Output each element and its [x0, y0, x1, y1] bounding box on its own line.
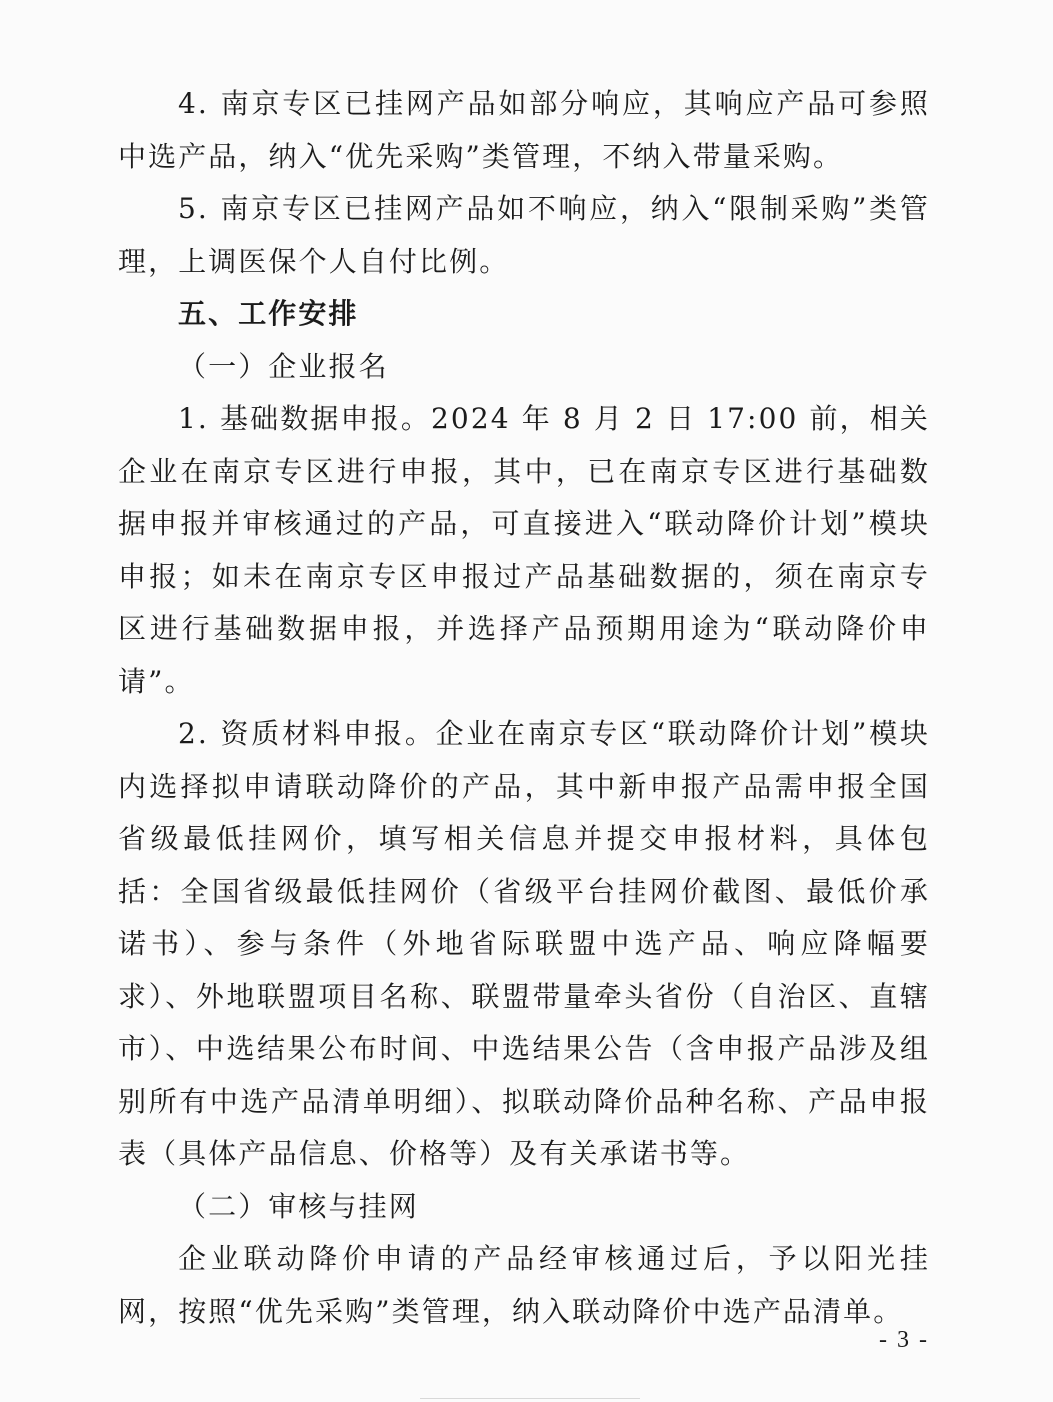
document-body: [118, 78, 930, 1338]
paragraph-item-5: 5. 南京专区已挂网产品如不响应，纳入“限制采购”类管理，上调医保个人自付比例。: [118, 192, 930, 278]
paragraph-qualification-material-declaration: 2. 资质材料申报。企业在南京专区“联动降价计划”模块内选择拟申请联动降价的产品，其中新申报产品需申报全国省级最低挂网价，填写相关信息并提交申报材料，具体包括：全国省级最低挂网价（省级平台挂网价截图、最低价承诺书）、参与条件（外地省际联盟中选产品、响应降幅要求）、外地联盟项目名称、联盟带量牵头省份（自治区、直辖市）、中选结果公布时间、中选结果公告（含申报产品涉及组别所有中选产品清单明细）、拟联动降价品种名称、产品申报表（具体产品信息、价格等）及有关承诺书等。: [118, 717, 930, 1170]
page-number: - 3 -: [879, 1327, 929, 1353]
footer-divider: [420, 1398, 640, 1399]
paragraph-review-and-listing: 企业联动降价申请的产品经审核通过后，予以阳光挂网，按照“优先采购”类管理，纳入联动降价中选产品清单。: [118, 1242, 930, 1328]
paragraph-item-4: 4. 南京专区已挂网产品如部分响应，其响应产品可参照中选产品，纳入“优先采购”类管理，不纳入带量采购。: [118, 87, 930, 173]
subsection-heading-review-and-listing: （二）审核与挂网: [178, 1189, 419, 1223]
paragraph-basic-data-declaration: 1. 基础数据申报。2024 年 8 月 2 日 17:00 前，相关企业在南京专区进行申报，其中，已在南京专区进行基础数据申报并审核通过的产品，可直接进入“联动降价计划”模块申报；如未在南京专区申报过产品基础数据的，须在南京专区进行基础数据申报，并选择产品预期用途为“联动降价申请”。: [118, 402, 930, 698]
subsection-heading-enterprise-registration: （一）企业报名: [178, 349, 389, 383]
section-heading-work-arrangement: 五、工作安排: [178, 297, 359, 330]
